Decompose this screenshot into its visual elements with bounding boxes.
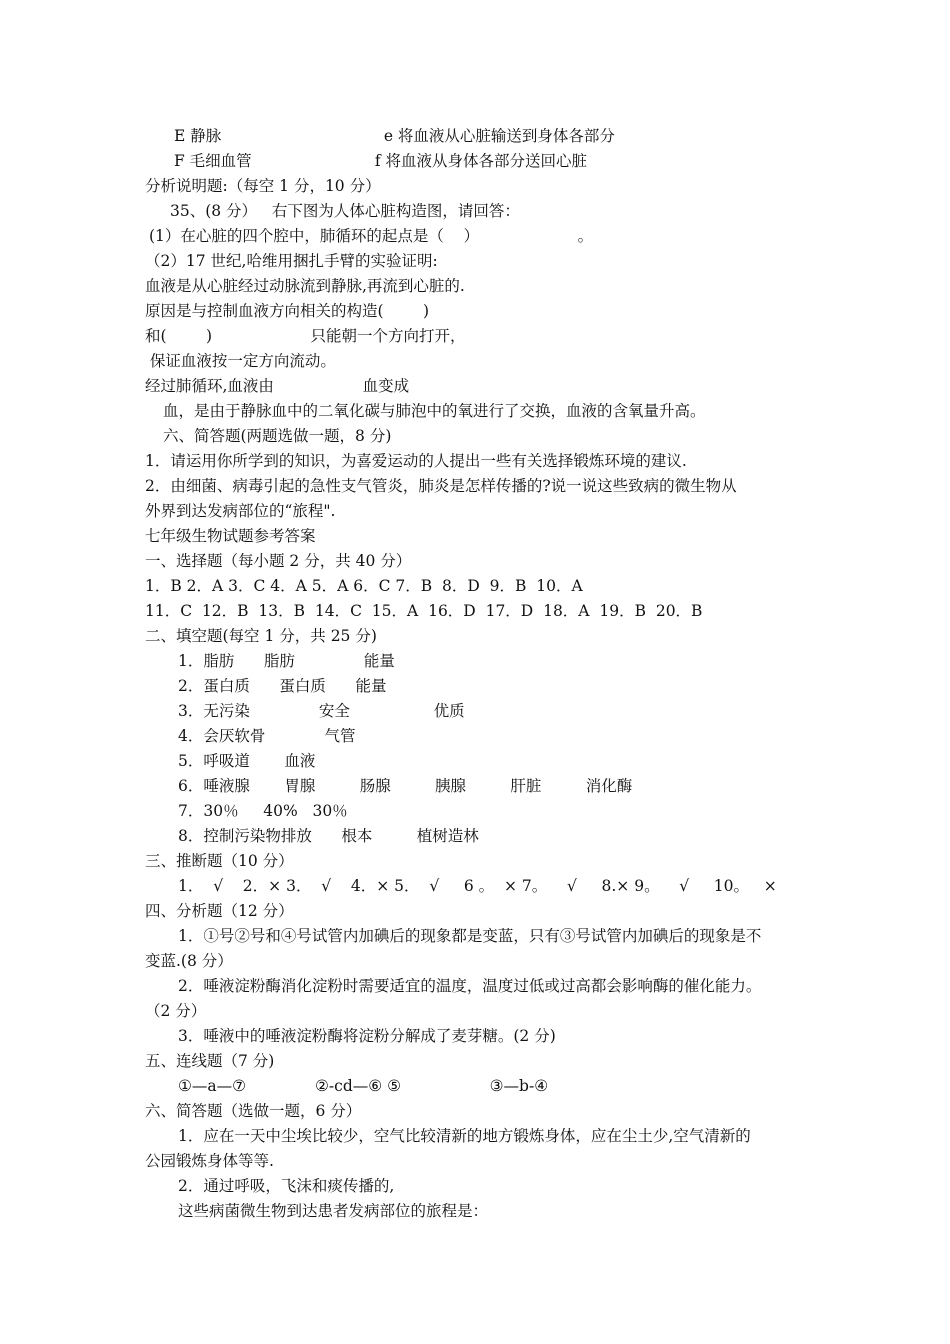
section-heading: 一、选择题（每小题 2 分，共 40 分） (145, 552, 412, 570)
question-text: 保证血液按一定方向流动。 (145, 352, 336, 370)
question-text: 和( ) 只能朝一个方向打开， (145, 327, 466, 345)
answer-line: 11．C 12．B 13．B 14．C 15．A 16．D 17．D 18．A 19．B 20．B (145, 602, 703, 620)
question-text: 外界到达发病部位的“旅程". (145, 502, 336, 520)
question-text: 35、(8 分） 右下图为人体心脏构造图，请回答： (170, 202, 520, 220)
answer-line: 2．通过呼吸，飞沫和痰传播的, (178, 1177, 395, 1195)
question-text: （2）17 世纪,哈维用捆扎手臂的实验证明: (145, 252, 438, 270)
answer-line: 1．应在一天中尘埃比较少，空气比较清新的地方锻炼身体，应在尘土少,空气清新的 (178, 1127, 751, 1145)
answer-line: 1．B 2．A 3．C 4．A 5．A 6．C 7．B 8．D 9．B 10．A (145, 577, 583, 595)
answer-line: 6．唾液腺 胃腺 肠腺 胰腺 肝脏 消化酶 (178, 777, 633, 795)
answer-line: 7．30％ 40% 30％ (178, 802, 348, 820)
answer-line: 1． √ 2．× 3． √ 4．× 5． √ 6 。 × 7。 √ 8.× 9。 √ 10。 × (178, 877, 777, 895)
answer-line: 1．脂肪 脂肪 能量 (178, 652, 395, 670)
question-text: 原因是与控制血液方向相关的构造( ) (145, 302, 430, 320)
answer-line: 3．无污染 安全 优质 (178, 702, 465, 720)
section-heading: 五、连线题（7 分) (145, 1052, 275, 1070)
answer-line: 4．会厌软骨 气管 (178, 727, 356, 745)
question-text: 1．请运用你所学到的知识，为喜爱运动的人提出一些有关选择锻炼环境的建议. (145, 452, 687, 470)
answer-line: ①—a—⑦ ②-cd—⑥ ⑤ ③—b-④ (178, 1077, 549, 1095)
section-heading: 二、填空题(每空 1 分，共 25 分) (145, 627, 377, 645)
question-text: 血，是由于静脉血中的二氧化碳与肺泡中的氧进行了交换，血液的含氧量升高。 (163, 402, 706, 420)
answer-line: 1．①号②号和④号试管内加碘后的现象都是变蓝，只有③号试管内加碘后的现象是不 (178, 927, 762, 945)
answer-key-title: 七年级生物试题参考答案 (145, 527, 316, 545)
text-line: F 毛细血管 f 将血液从身体各部分送回心脏 (174, 152, 588, 170)
question-text: 2．由细菌、病毒引起的急性支气管炎，肺炎是怎样传播的?说一说这些致病的微生物从 (145, 477, 737, 495)
section-heading: 六、简答题（选做一题，6 分） (145, 1102, 362, 1120)
section-heading: 六、简答题(两题选做一题，8 分) (163, 427, 392, 445)
answer-line: 5．呼吸道 血液 (178, 752, 316, 770)
question-text: 血液是从心脏经过动脉流到静脉,再流到心脏的. (145, 277, 465, 295)
answer-line: 8．控制污染物排放 根本 植树造林 (178, 827, 479, 845)
question-text: (1）在心脏的四个腔中，肺循环的起点是（ ） 。 (149, 227, 594, 245)
section-heading: 四、分析题（12 分） (145, 902, 294, 920)
answer-line: 这些病菌微生物到达患者发病部位的旅程是： (178, 1202, 489, 1220)
answer-line: 公园锻炼身体等等. (145, 1152, 274, 1170)
answer-line: 2．唾液淀粉酶消化淀粉时需要适宜的温度，温度过低或过高都会影响酶的催化能力。 (178, 977, 762, 995)
text-line: E 静脉 e 将血液从心脏输送到身体各部分 (174, 127, 615, 145)
answer-line: （2 分） (145, 1002, 207, 1020)
section-heading: 三、推断题（10 分） (145, 852, 294, 870)
answer-line: 2．蛋白质 蛋白质 能量 (178, 677, 387, 695)
answer-line: 3．唾液中的唾液淀粉酶将淀粉分解成了麦芽糖。(2 分) (178, 1027, 556, 1045)
answer-line: 变蓝.(8 分） (145, 952, 233, 970)
question-text: 经过肺循环,血液由 血变成 (145, 377, 410, 395)
section-heading: 分析说明题:（每空 1 分，10 分） (145, 177, 381, 195)
